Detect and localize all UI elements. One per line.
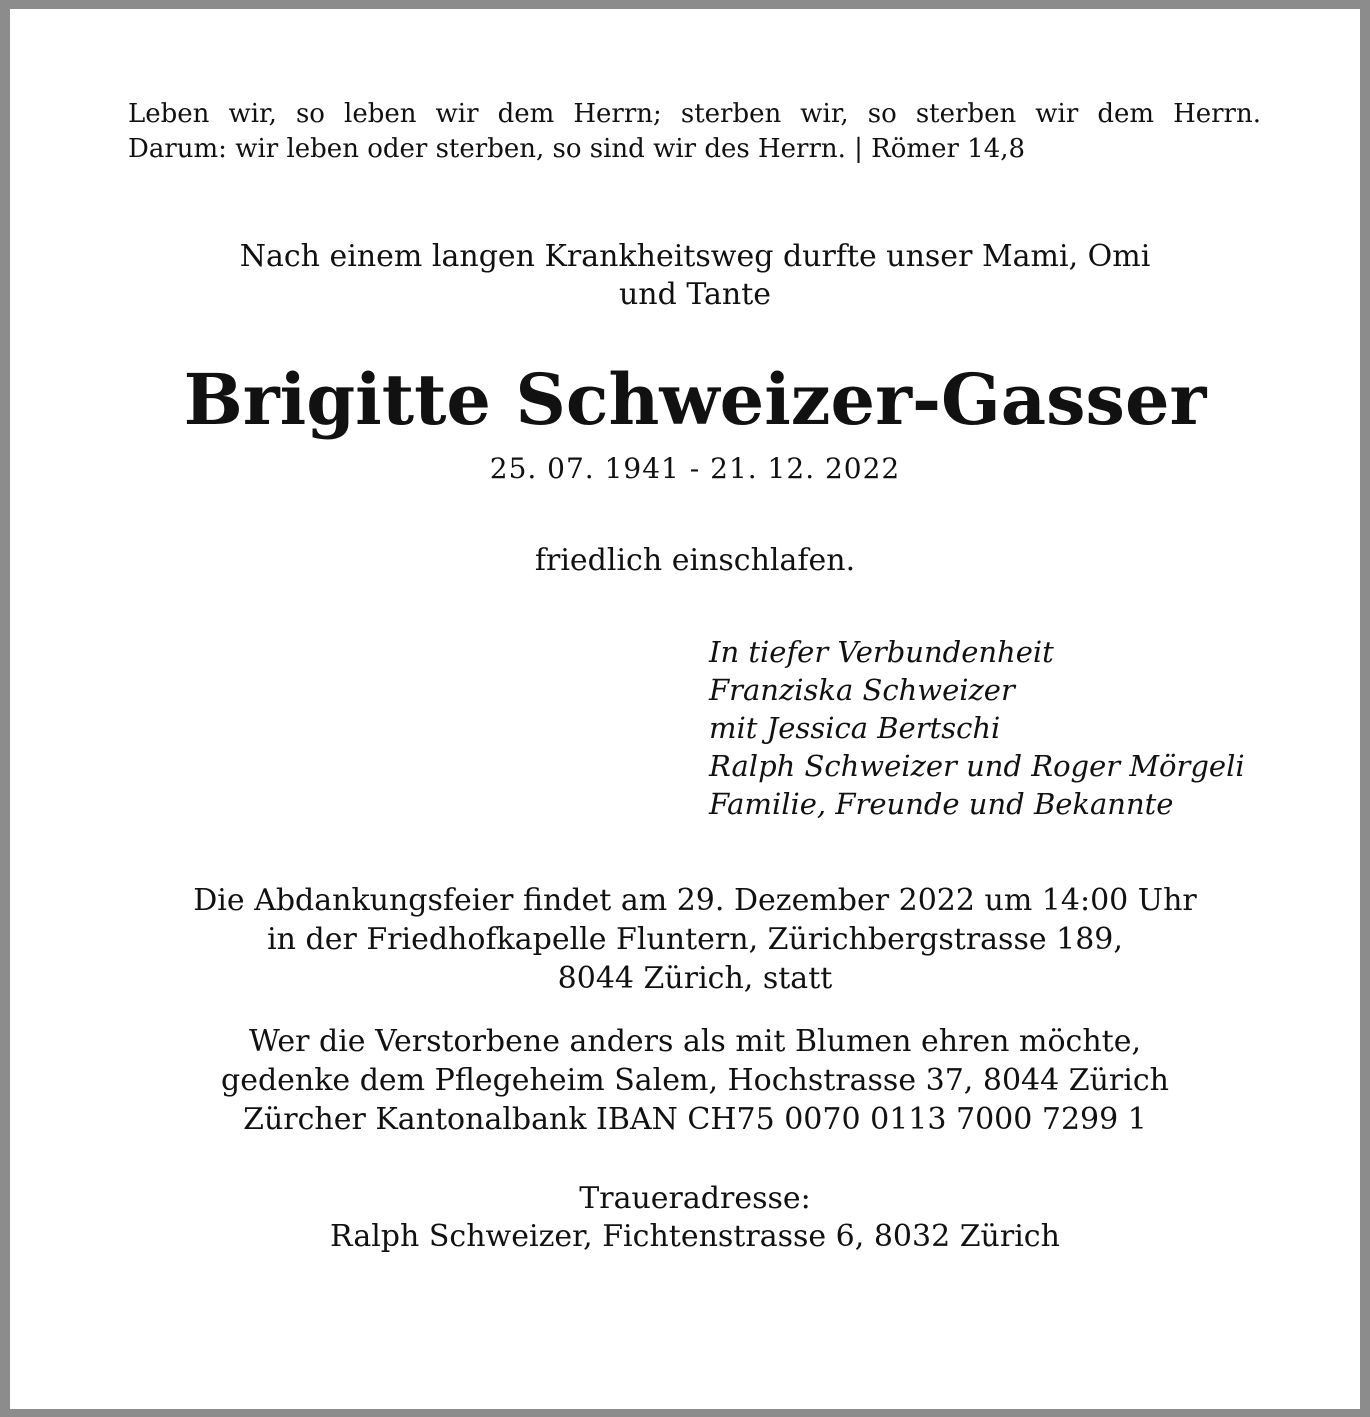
bible-verse [128,97,1261,167]
address-label: Traueradresse: [579,1181,811,1216]
life-dates: 25. 07. 1941 - 21. 12. 2022 [489,452,901,485]
intro-line-2: und Tante [618,277,772,312]
intro-line-1: Nach einem langen Krankheitsweg durfte unser Mami, Omi [239,239,1151,274]
mourner-line: Franziska Schweizer [709,673,1015,707]
mourner-line: In tiefer Verbundenheit [709,635,1054,669]
intro-text [10,238,1370,314]
mourners-list [709,633,1309,823]
verse-line-1: Leben wir, so leben wir dem Herrn; sterben wir, so sterben wir dem Herrn. [128,99,1261,129]
ceremony-line-2: in der Friedhofkapelle Fluntern, Zürichbergstrasse 189, [267,922,1123,957]
donation-info [10,1022,1370,1139]
address-value: Ralph Schweizer, Fichtenstrasse 6, 8032 Zürich [330,1219,1060,1254]
mourner-line: Ralph Schweizer und Roger Mörgeli [709,749,1245,783]
verse-line-2: Darum: wir leben oder sterben, so sind wir des Herrn. | Römer 14,8 [128,134,1026,164]
ceremony-line-3: 8044 Zürich, statt [557,961,833,996]
deceased-name: Brigitte Schweizer-Gasser [183,358,1207,441]
closing-phrase: friedlich einschlafen. [534,543,856,578]
ceremony-info [10,881,1370,998]
ceremony-line-1: Die Abdankungsfeier findet am 29. Dezember 2022 um 14:00 Uhr [193,883,1197,918]
donation-line-3: Zürcher Kantonalbank IBAN CH75 0070 0113 7000 7299 1 [243,1102,1147,1137]
mourner-line: mit Jessica Bertschi [709,711,1001,745]
mourner-line: Familie, Freunde und Bekannte [709,787,1174,821]
donation-line-2: gedenke dem Pflegeheim Salem, Hochstrasse 37, 8044 Zürich [221,1063,1169,1098]
donation-line-1: Wer die Verstorbene anders als mit Blumen ehren möchte, [248,1024,1142,1059]
mourning-address [10,1180,1370,1256]
